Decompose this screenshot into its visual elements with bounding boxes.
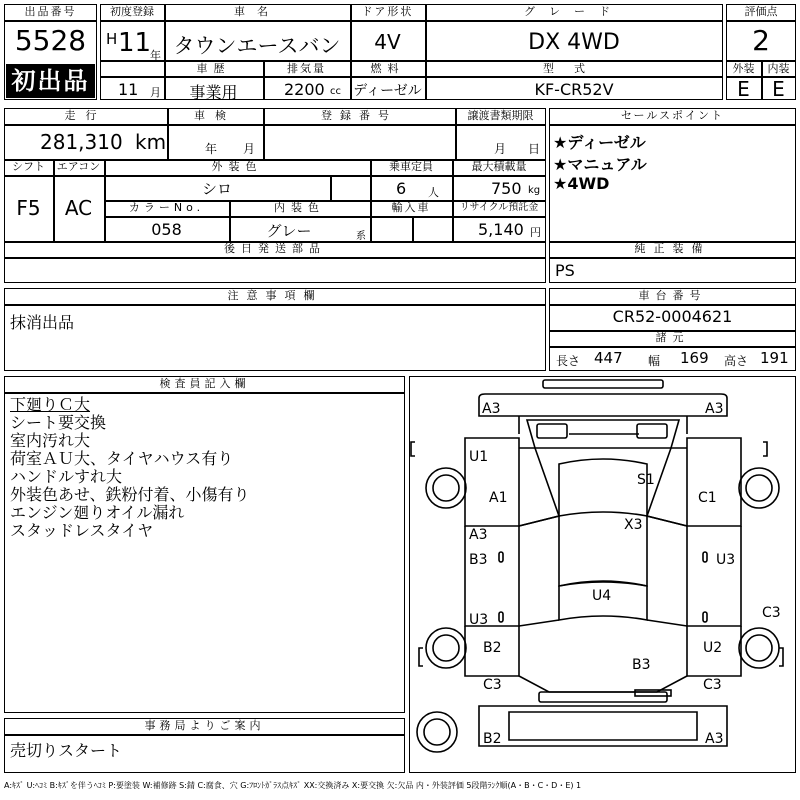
color: シロ: [201, 180, 232, 198]
damage-mark: C1: [698, 490, 717, 506]
damage-mark: B2: [483, 731, 502, 747]
inspector-note-line: 室内汚れ大: [10, 431, 91, 450]
inspector-note-line: エンジン廻りオイル漏れ: [10, 503, 185, 522]
first-reg-label: 初度登録: [110, 5, 154, 18]
mileage: 281,310: [40, 130, 123, 154]
damage-mark: U1: [469, 449, 489, 465]
length-value: 447: [594, 349, 623, 367]
dims-label: 諸元: [655, 331, 690, 344]
damage-mark: C3: [483, 677, 502, 693]
damage-mark: B3: [632, 657, 651, 673]
transfer-day-unit: 日: [528, 142, 541, 156]
score-label: 評価点: [744, 5, 778, 18]
damage-mark: U2: [703, 640, 723, 656]
inspector-note-line: 下廻りＣ大: [10, 395, 91, 414]
door-type: 4V: [374, 30, 401, 54]
model: KF-CR52V: [534, 80, 614, 99]
damage-mark: C3: [703, 677, 722, 693]
equipment-label: 純正装備: [634, 242, 711, 255]
ac-label: エアコン: [56, 160, 101, 173]
first-time-badge: 初出品: [6, 64, 95, 98]
damage-mark: B3: [469, 552, 488, 568]
height-label: 高さ: [724, 354, 749, 368]
load: 750: [491, 179, 522, 198]
reg-no-label: 登録番号: [321, 109, 397, 122]
displacement-label: 排気量: [287, 62, 326, 75]
height-value: 191: [760, 349, 789, 367]
damage-mark: A3: [469, 527, 488, 543]
int-color-unit: 系: [356, 231, 366, 242]
notice-value: 抹消出品: [10, 313, 75, 332]
sales-points-label: セールスポイント: [620, 109, 724, 122]
int-grade: E: [772, 77, 785, 101]
damage-mark: U4: [592, 588, 612, 604]
door-label: ドア形状: [361, 5, 414, 18]
color-no-label: カラーNo.: [128, 201, 205, 214]
chassis-number: CR52-0004621: [612, 307, 733, 326]
car-name: タウンエースバン: [173, 34, 341, 58]
capacity-unit: 人: [428, 186, 439, 199]
damage-mark: U3: [469, 612, 489, 628]
recycle-unit: 円: [530, 226, 541, 239]
mileage-label: 走行: [64, 109, 107, 122]
month-unit: 月: [150, 86, 161, 99]
vehicle-damage-diagram: [409, 376, 796, 773]
later-parts-label: 後日発送部品: [224, 242, 326, 255]
width-label: 幅: [648, 354, 661, 368]
sales-point-item: ★マニュアル: [553, 155, 647, 174]
damage-mark: A3: [705, 731, 724, 747]
grade: DX 4WD: [528, 30, 620, 55]
transfer-month-unit: 月: [494, 142, 507, 156]
int-color-label: 内装色: [274, 201, 325, 214]
int-label: 内装: [767, 62, 790, 75]
mileage-unit: km: [135, 130, 167, 154]
damage-mark: A3: [482, 401, 501, 417]
damage-mark: A1: [489, 490, 508, 506]
inspection-label: 車検: [194, 109, 236, 122]
first-reg-month: 11: [118, 80, 139, 99]
damage-mark: S1: [637, 472, 655, 488]
import-label: 輸入車: [391, 201, 431, 214]
car-name-label: 車名: [234, 5, 280, 18]
score: 2: [752, 24, 770, 57]
first-reg-era: H: [106, 30, 118, 48]
recycle-amount: 5,140: [478, 220, 524, 239]
load-label: 最大積載量: [471, 160, 527, 173]
damage-mark: B2: [483, 640, 502, 656]
sales-point-item: ★ディーゼル: [553, 133, 646, 152]
equipment-value: PS: [555, 261, 575, 280]
model-label: 型式: [543, 62, 605, 75]
width-value: 169: [680, 349, 709, 367]
year-unit: 年: [150, 49, 161, 62]
first-reg-year: 11: [118, 28, 152, 58]
displacement-unit: cc: [330, 86, 341, 97]
sales-point-item: ★4WD: [553, 174, 610, 193]
damage-legend: A:ｷｽﾞ U:ﾍｺﾐ B:ｷｽﾞを伴うﾍｺﾐ P:要塗装 W:補修跡 S:錆 C:腐食、穴 G:ﾌﾛﾝﾄｶﾞﾗｽ点ｷｽﾞ XX:交換済み X:要交換 欠:欠品 内・外装評価 5段階ﾗﾝｸ順(A・B・C・D・E) 1: [4, 781, 582, 790]
damage-mark: X3: [624, 517, 643, 533]
history-label: 車歴: [196, 62, 231, 75]
color-no: 058: [151, 220, 182, 239]
lot-number-label: 出品番号: [24, 5, 77, 18]
history: 事業用: [189, 83, 238, 102]
shift-label: シフト: [12, 160, 45, 173]
recycle-label: リサイクル預託金: [459, 202, 539, 213]
displacement: 2200: [284, 80, 325, 99]
office-value: 売切りスタート: [10, 741, 123, 760]
length-label: 長さ: [556, 354, 581, 368]
fuel-label: 燃料: [370, 62, 405, 75]
ext-grade: E: [737, 77, 750, 101]
inspector-note-line: ハンドルすれ大: [10, 467, 123, 486]
ac: AC: [64, 196, 93, 220]
inspector-note-line: シート要交換: [10, 413, 107, 432]
office-label: 事務局よりご案内: [144, 719, 265, 732]
capacity: 6: [396, 179, 407, 198]
lot-number: 5528: [14, 24, 87, 57]
damage-mark: A3: [705, 401, 724, 417]
chassis-label: 車台番号: [638, 289, 707, 302]
damage-mark: U3: [716, 552, 736, 568]
load-unit: kg: [528, 185, 541, 196]
ext-label: 外装: [732, 62, 755, 75]
color-label: 外装色: [211, 160, 263, 173]
inspector-notes: [10, 396, 250, 540]
inspection-year-unit: 年: [205, 142, 218, 156]
int-color: グレー: [266, 222, 312, 240]
notice-label: 注意事項欄: [227, 289, 323, 302]
inspection-month-unit: 月: [243, 142, 256, 156]
capacity-label: 乗車定員: [389, 160, 433, 173]
grade-label: グレード: [524, 5, 624, 18]
damage-mark: C3: [762, 605, 781, 621]
inspector-note-line: 外装色あせ、鉄粉付着、小傷有り: [10, 485, 250, 504]
transfer-label: 譲渡書類期限: [467, 109, 534, 122]
shift: F5: [16, 196, 41, 220]
fuel: ディーゼル: [353, 83, 422, 99]
inspector-note-line: スタッドレスタイヤ: [10, 521, 154, 540]
inspector-label: 検査員記入欄: [159, 377, 250, 390]
inspector-note-line: 荷室ＡＵ大、タイヤハウス有り: [10, 449, 234, 468]
